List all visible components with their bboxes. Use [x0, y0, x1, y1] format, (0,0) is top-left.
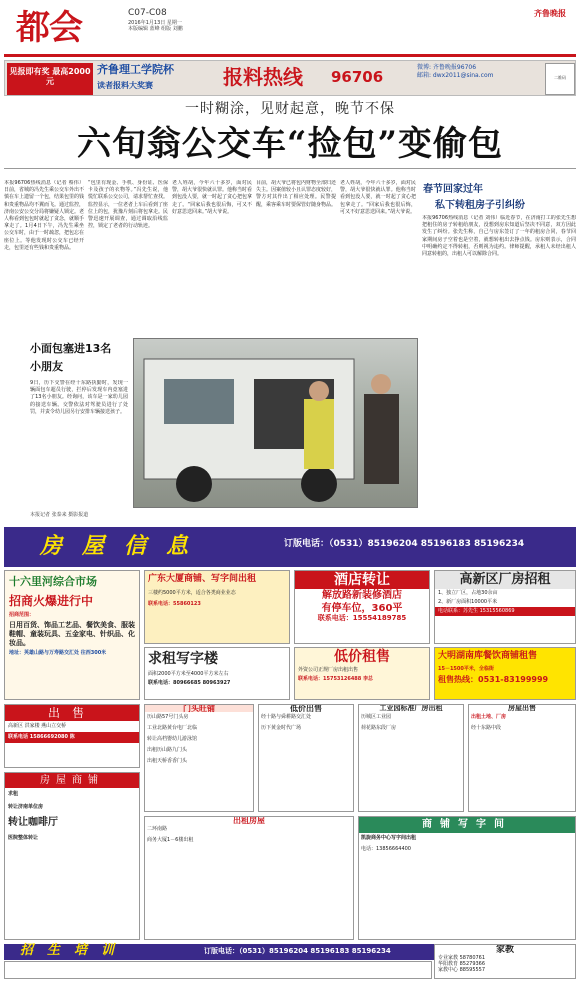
article-col-2: “包里有现金、手机、身份证、医保卡及孩子的衣物等。”冯先生说，他慌忙联系公交公司，请求帮忙查找。监控显示，一位老者上车后看到了座位上的包，犹豫片刻后将包拿走。民警迅速开展调查，通过调取沿线监控，锁定了老者的行动轨迹。: [88, 180, 168, 230]
ad-wanted-office-line-1: 面积2000平方米至4000平方米左右: [148, 671, 229, 677]
ad-shops-title: 房屋商铺: [5, 773, 139, 788]
ad-offices: [358, 816, 576, 940]
ad-rent-out-line-2: 商务大厦1－6楼出租: [147, 837, 194, 843]
article-kicker: 一时糊涂，见财起意，晚节不保: [185, 101, 395, 117]
ad-storefronts-title: 门头旺铺: [145, 705, 253, 712]
issue-date: 2016年1月13日 星期一: [128, 19, 182, 26]
headline-rule: [4, 168, 576, 169]
ad-guangdong-line-2: 联系电话：55860123: [148, 601, 201, 607]
ad-for-sale-line-1: 高新区 洪家楼 燕山立交桥: [8, 723, 67, 729]
article-headline: 六旬翁公交车“捡包”变偷包: [76, 124, 504, 164]
ad-factory-line-3: 电话联系：苏先生 15315560869: [435, 607, 575, 616]
training-ads: [4, 961, 432, 979]
ad-guangdong: [144, 570, 290, 644]
ad-wanted-office-line-2: 联系电话：80966685 80963927: [148, 680, 231, 686]
ad-rent-out-line-1: 二环南路: [147, 826, 168, 832]
ad-storefronts-line-1: 历山路57号门头房: [147, 714, 189, 720]
banner-slogan: 见报即有奖 最高2000元: [7, 63, 93, 95]
ad-market-line-1: 招商火爆进行中: [9, 594, 94, 608]
ad-shops-line-4: 医院整体转让: [8, 835, 39, 841]
ad-low-sale-line-1: 经十路与舜耕路交汇处: [261, 714, 312, 720]
ad-market: [4, 570, 140, 700]
news-photo: [133, 338, 418, 508]
tutoring-line-1: 专业家教 58780761: [438, 955, 486, 961]
ad-factory-title: 高新区厂房招租: [435, 571, 575, 589]
banner-sponsor: 齐鲁理工学院杯: [97, 63, 174, 76]
tutoring-line-3: 家教中心 88595557: [438, 967, 486, 973]
ad-guangdong-line-1: 三楼约5000平方米，适合各类商业业态: [148, 590, 236, 596]
article-col-5: 老人姓胡，今年六十多岁，面对民警，胡大爷很快就认罪。他称当时看到包没人要，就一时起了贪心把包拿走了。“回家后我也很后悔，可又不好意思送回来。”胡大爷说。: [340, 180, 416, 215]
brand-logo: 齐鲁晚报: [534, 9, 566, 18]
ad-for-sale-line-2: 联系电话 15866692080 陈: [5, 732, 139, 743]
banner-email: 邮箱: dwx2011@sina.com: [417, 71, 494, 79]
ad-hotel-line-1: 解放路新装修酒店: [322, 590, 402, 601]
ad-shops-line-1: 求租: [8, 791, 19, 797]
banner-contacts: [417, 64, 507, 80]
ad-industrial-line-1: 历城区工业园: [361, 714, 392, 720]
ad-for-sale-title: 出售: [5, 705, 139, 721]
side-story-headline-2: 私下转租房子引纠纷: [435, 200, 525, 211]
article-col-1: 本报96706热线消息（记者 蔡伟）日前，省城的冯先生乘公交车外出不慎在车上遗留一个包，结果包里的钱和贵重物品均不翼而飞。通过监控，济南公安公交分局将嫌疑人锁定。老人称看到包包时就起了贪念，就顺手拿走了。1月4日下午，冯先生乘坐公交车时，由于一时疏忽，把包忘在座位上。等他发现时公交车已经开走，包里还有些钱和贵重物品。: [4, 180, 84, 251]
masthead-meta: [128, 8, 248, 33]
classified-title: 房屋信息: [40, 533, 209, 559]
ad-hotel-line-2: 有停车位，360平: [321, 603, 403, 614]
training-title: 招生培训: [20, 943, 129, 958]
ad-storefronts: [144, 704, 254, 812]
ad-market-line-3: 日用百货、饰品工艺品、餐饮美食、服装鞋帽、童装玩具、五金家电、针织品、化妆品。: [9, 621, 135, 647]
ad-factory: [434, 570, 576, 644]
ad-guangdong-title: 广东大厦商铺、写字间出租: [148, 574, 257, 584]
tutoring-title: 家教: [495, 945, 514, 955]
ad-factory-line-1: 1、独立厂区，占地30余亩: [438, 590, 498, 596]
side-story-text: 本报96706热线消息（记者 刘伟）临近春节，在济南打工的张先生想把租住的房子转租给朋友，没想到房东知道后坚决不同意，双方因此发生了纠纷。张先生称，自己与房东签订了一年的租房合同，春节回家期间房子空着也是空着，就想转租出去挣点钱。房东则表示，合同中明确约定不得转租，否则视为违约。律师提醒，承租人未经出租人同意转租的，出租人可以解除合同。: [422, 215, 576, 258]
masthead-rule: [4, 54, 576, 57]
side-story-headline-1: 春节回家过年: [423, 184, 483, 195]
ad-low-sale: [258, 704, 354, 812]
ad-industrial-title: 工业园标准厂房出租: [379, 704, 443, 712]
ad-daming-lake: [434, 647, 576, 700]
hotline-number: 96706: [331, 68, 384, 86]
ad-shops: [4, 772, 140, 940]
ad-daming-lake-title: 大明湖南库餐饮商铺租售: [438, 651, 538, 661]
ad-rent-out-title: 出租房屋: [233, 816, 265, 825]
ad-market-title: 十六里河综合市场: [9, 575, 97, 588]
tutoring-ad: [434, 944, 576, 979]
photo-story-headline: 小面包塞进13名小朋友: [30, 342, 112, 373]
ad-for-sale: [4, 704, 140, 768]
ad-rent-out: [144, 816, 354, 940]
ad-storefronts-line-4: 出租历山路九门头: [147, 747, 188, 753]
photo-caption: 本报记者 张泰来 摄影报道: [30, 512, 89, 518]
classified-phone: 订版电话：（0531）85196204 85196183 85196234: [284, 539, 525, 549]
hotline-label: 报料热线: [223, 65, 303, 89]
banner-sponsor-sub: 读者报料大奖赛: [97, 81, 153, 90]
editors-line: 本版编辑 蓝峰 组版 刘鹏: [128, 26, 183, 33]
ad-daming-lake-line-2: 租售热线：0531-83199999: [438, 675, 549, 684]
ad-hotel-title: 酒店转让: [295, 571, 429, 589]
section-title: 都会: [16, 8, 82, 48]
ad-factory-line-2: 2、新厂房面积10000平米: [438, 599, 498, 605]
ad-low-price-line-2: 联系电话：15753126488 李总: [298, 676, 374, 682]
training-phone: 订版电话：（0531）85196204 85196183 85196234: [204, 947, 391, 955]
ad-offices-line-2: 电话：13856664400: [361, 846, 411, 852]
ad-storefronts-line-5: 出租天桥香香门头: [147, 758, 188, 764]
ad-offices-title: 商铺写字间: [359, 817, 575, 833]
ad-daming-lake-line-1: 15－1500平米，全临街: [438, 666, 494, 672]
ad-storefronts-line-2: 工业北路黄台电厂北临: [147, 725, 198, 731]
ad-market-line-2: 招商范围：: [9, 612, 35, 618]
ad-wanted-office: [144, 647, 290, 700]
ad-house-sale-line-1: 出租土地、厂房: [471, 714, 507, 720]
ad-hotel-line-3: 联系电话：15554189785: [317, 614, 407, 622]
ad-offices-line-1: 凯旋商务中心写字间出租: [361, 835, 417, 841]
ad-shops-line-3: 转让咖啡厅: [8, 817, 58, 828]
page-code: C07-C08: [128, 8, 167, 18]
ad-low-sale-title: 低价出售: [290, 704, 322, 713]
ad-shops-line-2: 转让济南单位房: [8, 804, 44, 810]
ad-wanted-office-title: 求租写字楼: [148, 651, 218, 667]
photo-story-text: 9日，历下交警在经十东路执勤时，发现一辆面包车超员行驶，拦停后发现车内竟塞进了13名小朋友。经询问，该车是一家幼儿园的接送车辆。交警依法对驾驶员进行了处罚，并责令幼儿园另行安排车辆接送孩子。: [30, 380, 128, 415]
ad-house-sale-title: 房屋出售: [508, 704, 536, 712]
qrcode-icon: 二维码: [545, 63, 575, 95]
ad-low-price: [294, 647, 430, 700]
ad-market-line-4: 地址：英雄山路与万寿路交汇处 往西300米: [9, 650, 107, 656]
article-col-4: 目前，胡大爷已将包内财物全部归还失主。因案值较小且认罪态度较好，警方对其作出了相应处理。民警提醒，乘客乘车时要保管好随身物品。: [256, 180, 336, 208]
banner-weibo: 微博: 齐鲁晚报96706: [417, 64, 477, 71]
article-col-3: 老人姓胡，今年六十多岁，面对民警，胡大爷很快就认罪。他称当时看到包没人要，就一时起了贪心把包拿走了。“回家后我也很后悔，可又不好意思送回来。”胡大爷说。: [172, 180, 252, 215]
ad-low-sale-line-2: 历下黄金时代广场: [261, 725, 302, 731]
hotline-banner: [4, 60, 576, 96]
ad-low-price-title: 低价租售: [334, 649, 390, 665]
ad-storefronts-line-3: 转让高档婴幼儿游泳馆: [147, 736, 198, 742]
ad-hotel: [294, 570, 430, 644]
ad-industrial-line-2: 荷花路东段厂房: [361, 725, 397, 731]
ad-house-sale-line-2: 经十东路中段: [471, 725, 502, 731]
tutoring-line-2: 华阳教育 85279366: [438, 961, 486, 967]
ad-industrial: [358, 704, 464, 812]
ad-low-price-line-1: 外资公司正规厂房出租出售: [298, 667, 359, 673]
ad-house-sale: [468, 704, 576, 812]
